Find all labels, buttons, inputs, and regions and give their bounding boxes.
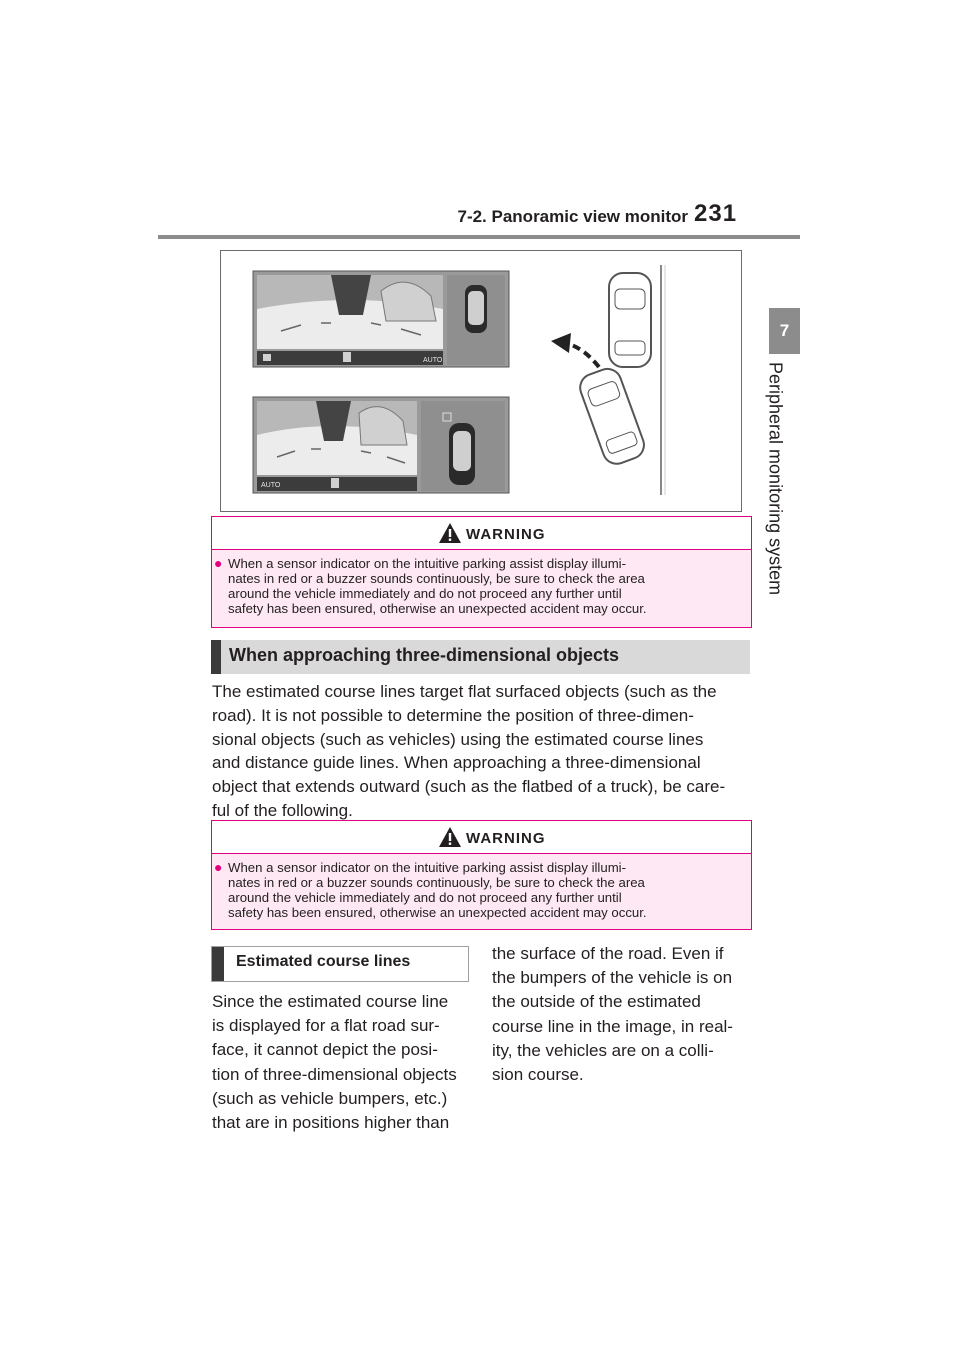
warning-body — [212, 550, 751, 616]
column-line: ity, the vehicles are on a colli- — [492, 1040, 714, 1060]
warning-triangle-icon — [438, 826, 462, 848]
warning-line: around the vehicle immediately and do not proceed any further until — [228, 586, 622, 601]
warning-triangle-icon — [438, 522, 462, 544]
warning-line: When a sensor indicator on the intuitive parking assist display illumi- — [228, 860, 627, 875]
column-line: the bumpers of the vehicle is on — [492, 968, 733, 988]
paragraph-line: and distance guide lines. When approaching a three-dimensional — [212, 753, 701, 773]
warning-header — [212, 821, 751, 854]
body-paragraph — [212, 680, 752, 823]
warning-line: safety has been ensured, otherwise an unexpected accident may occur. — [228, 601, 647, 616]
chapter-number-tab: 7 — [769, 308, 800, 354]
warning-title: WARNING — [466, 830, 546, 847]
section-heading — [211, 640, 750, 674]
column-line: face, it cannot depict the posi- — [212, 1040, 438, 1060]
column-line: sion course. — [492, 1065, 584, 1085]
parking-scene — [551, 265, 665, 495]
steering-arrow — [565, 343, 599, 367]
top-screen-auto-label: AUTO — [423, 357, 443, 364]
header-rule — [158, 235, 800, 239]
warning-box-2 — [211, 820, 752, 930]
warning-line: When a sensor indicator on the intuitive parking assist display illumi- — [228, 556, 627, 571]
subsection-heading — [211, 946, 469, 982]
warning-line: safety has been ensured, otherwise an unexpected accident may occur. — [228, 905, 647, 920]
paragraph-line: road). It is not possible to determine the position of three-dimen- — [212, 705, 694, 725]
subsection-heading-bar — [212, 947, 224, 981]
subsection-heading-title: Estimated course lines — [236, 953, 411, 970]
warning-title: WARNING — [466, 526, 546, 543]
warning-line: nates in red or a buzzer sounds continuously, be sure to check the area — [228, 571, 645, 586]
section-heading-bar — [211, 640, 221, 674]
paragraph-line: ful of the following. — [212, 800, 353, 820]
bottom-screen — [253, 397, 509, 493]
column-line: that are in positions higher than — [212, 1113, 450, 1133]
warning-line: around the vehicle immediately and do not proceed any further until — [228, 890, 622, 905]
section-heading-title: When approaching three-dimensional objects — [229, 645, 620, 665]
column-line: the outside of the estimated — [492, 992, 701, 1012]
warning-body — [212, 854, 751, 920]
column-line: (such as vehicle bumpers, etc.) — [212, 1088, 448, 1108]
column-line: Since the estimated course line — [212, 992, 449, 1011]
parked-car — [609, 273, 651, 367]
monitor-illustration-graphic — [221, 251, 741, 511]
left-column-text — [212, 990, 474, 1135]
column-line: the surface of the road. Even if — [492, 944, 724, 963]
column-line: tion of three-dimensional objects — [212, 1064, 457, 1084]
warning-line: nates in red or a buzzer sounds continuously, be sure to check the area — [228, 875, 645, 890]
chapter-title: Peripheral monitoring system — [765, 362, 785, 596]
monitor-illustration — [220, 250, 742, 512]
paragraph-line: object that extends outward (such as the flatbed of a truck), be care- — [212, 777, 726, 797]
paragraph-line: sional objects (such as vehicles) using the estimated course lines — [212, 729, 704, 749]
top-screen — [253, 271, 509, 367]
bullet-icon: ● — [214, 555, 223, 571]
section-title: 7-2. Panoramic view monitor — [457, 207, 688, 226]
moving-car — [576, 365, 648, 468]
bullet-icon: ● — [214, 859, 223, 875]
bottom-screen-auto-label: AUTO — [261, 482, 281, 489]
column-line: course line in the image, in real- — [492, 1016, 733, 1036]
page-number: 231 — [694, 200, 738, 227]
warning-box-1 — [211, 516, 752, 628]
chapter-side-label — [765, 362, 800, 902]
warning-header — [212, 517, 751, 550]
paragraph-line: The estimated course lines target flat surfaced objects (such as the — [212, 682, 717, 701]
arrow-head-icon — [551, 333, 571, 353]
column-line: is displayed for a flat road sur- — [212, 1016, 440, 1036]
right-column-text — [492, 942, 754, 1087]
